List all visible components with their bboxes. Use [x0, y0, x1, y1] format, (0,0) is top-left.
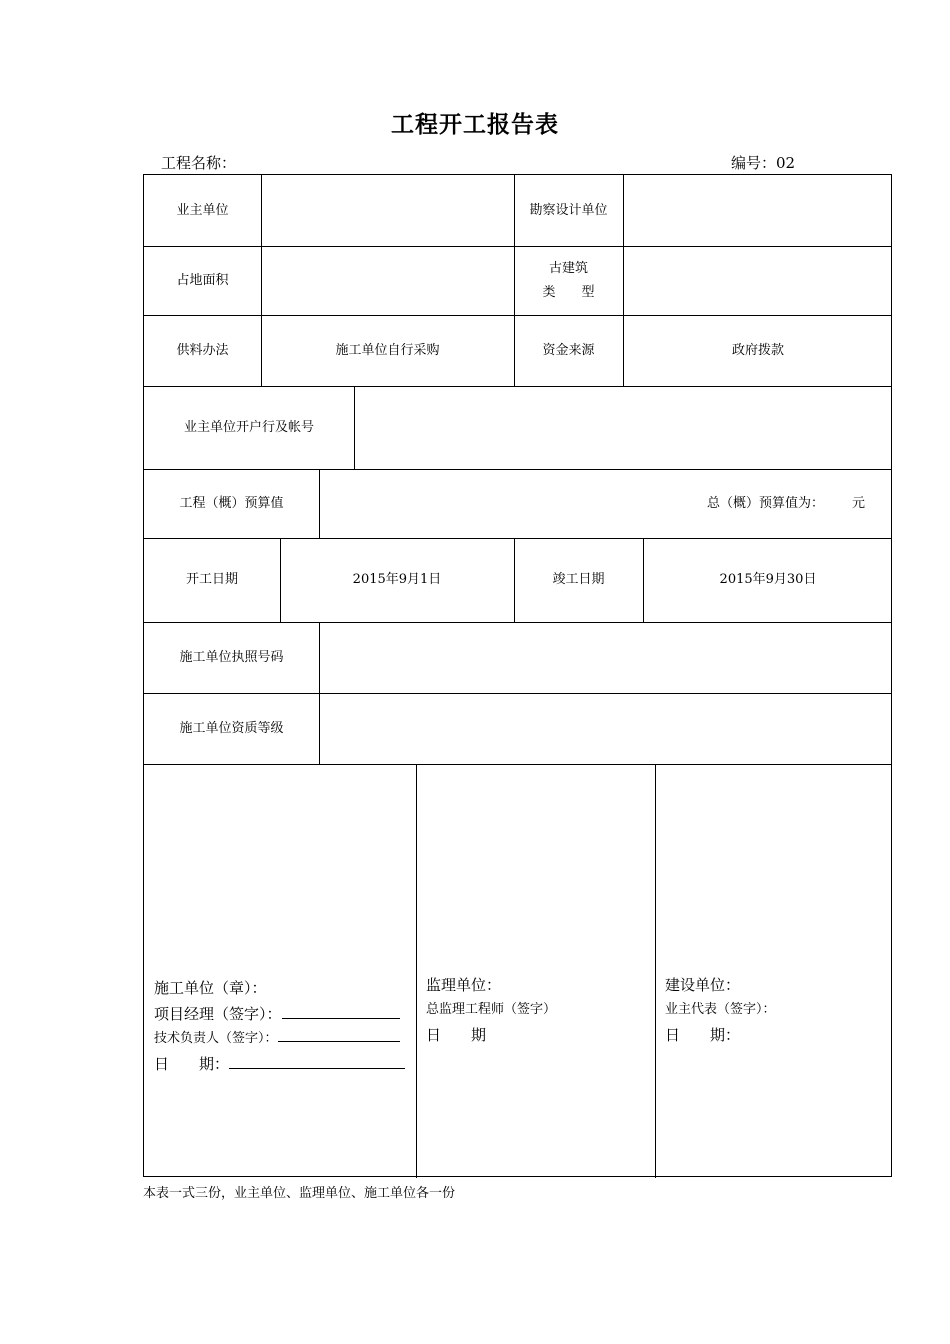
page-title: 工程开工报告表 [391, 111, 559, 138]
ancient-building-label: 古建筑 [548, 260, 588, 276]
owner-unit-value[interactable] [261, 175, 514, 246]
start-date-label: 开工日期 [185, 572, 238, 587]
land-area-label: 占地面积 [176, 272, 229, 288]
qualification-level-value[interactable] [319, 693, 893, 764]
supply-method-label: 供料办法 [176, 342, 229, 358]
owner-rep-label: 业主代表（签字）： [665, 1002, 776, 1017]
owner-unit-label: 业主单位 [176, 202, 229, 218]
budget-label: 工程（概）预算值 [179, 495, 284, 511]
project-name-label: 工程名称： [161, 154, 237, 172]
fund-source-label: 资金来源 [542, 342, 595, 358]
start-date-value: 2015年9月1日 [352, 572, 442, 587]
report-form [143, 174, 892, 1177]
supervision-unit-label: 监理单位： [426, 976, 502, 994]
total-budget-unit: 元 [851, 495, 865, 511]
construction-date-label: 日 期： [154, 1055, 230, 1073]
bank-account-value[interactable] [354, 386, 893, 469]
completion-date-label: 竣工日期 [552, 572, 605, 587]
owner-date-label: 日 期： [665, 1026, 741, 1044]
survey-design-unit-value[interactable] [623, 175, 893, 246]
supervision-date-label: 日 期 [426, 1026, 487, 1044]
project-manager-label: 项目经理（签字）： [154, 1005, 282, 1023]
supervision-signature-block[interactable] [426, 972, 652, 1048]
tech-lead-line[interactable] [154, 1027, 412, 1051]
tech-lead-label: 技术负责人（签字）： [154, 1031, 278, 1046]
building-type-label [514, 246, 623, 315]
owner-unit-sign-label: 建设单位： [665, 976, 741, 994]
supply-method-value: 施工单位自行采购 [335, 342, 440, 358]
bank-account-label: 业主单位开户行及帐号 [183, 419, 314, 435]
construction-unit-label: 施工单位（章）： [154, 979, 267, 997]
building-type-value[interactable] [623, 246, 893, 315]
footer-note: 本表一式三份，业主单位、监理单位、施工单位各一份 [143, 1186, 456, 1201]
fund-source-value: 政府拨款 [731, 342, 784, 358]
construction-date-line[interactable] [154, 1051, 412, 1077]
type-label: 类 型 [542, 284, 595, 300]
total-budget-label: 总（概）预算值为： [706, 495, 824, 511]
land-area-value[interactable] [261, 246, 514, 315]
completion-date-value: 2015年9月30日 [719, 572, 817, 587]
license-number-label: 施工单位执照号码 [179, 649, 284, 665]
form-number: 编号：02 [731, 154, 796, 172]
survey-design-unit-label: 勘察设计单位 [529, 202, 608, 218]
total-budget-field[interactable] [319, 469, 893, 538]
project-manager-line[interactable] [154, 1001, 412, 1027]
qualification-level-label: 施工单位资质等级 [179, 720, 284, 736]
construction-signature-block[interactable] [154, 975, 412, 1077]
chief-supervisor-label: 总监理工程师（签字） [426, 1002, 557, 1017]
owner-signature-block[interactable] [665, 972, 889, 1048]
license-number-value[interactable] [319, 622, 893, 693]
